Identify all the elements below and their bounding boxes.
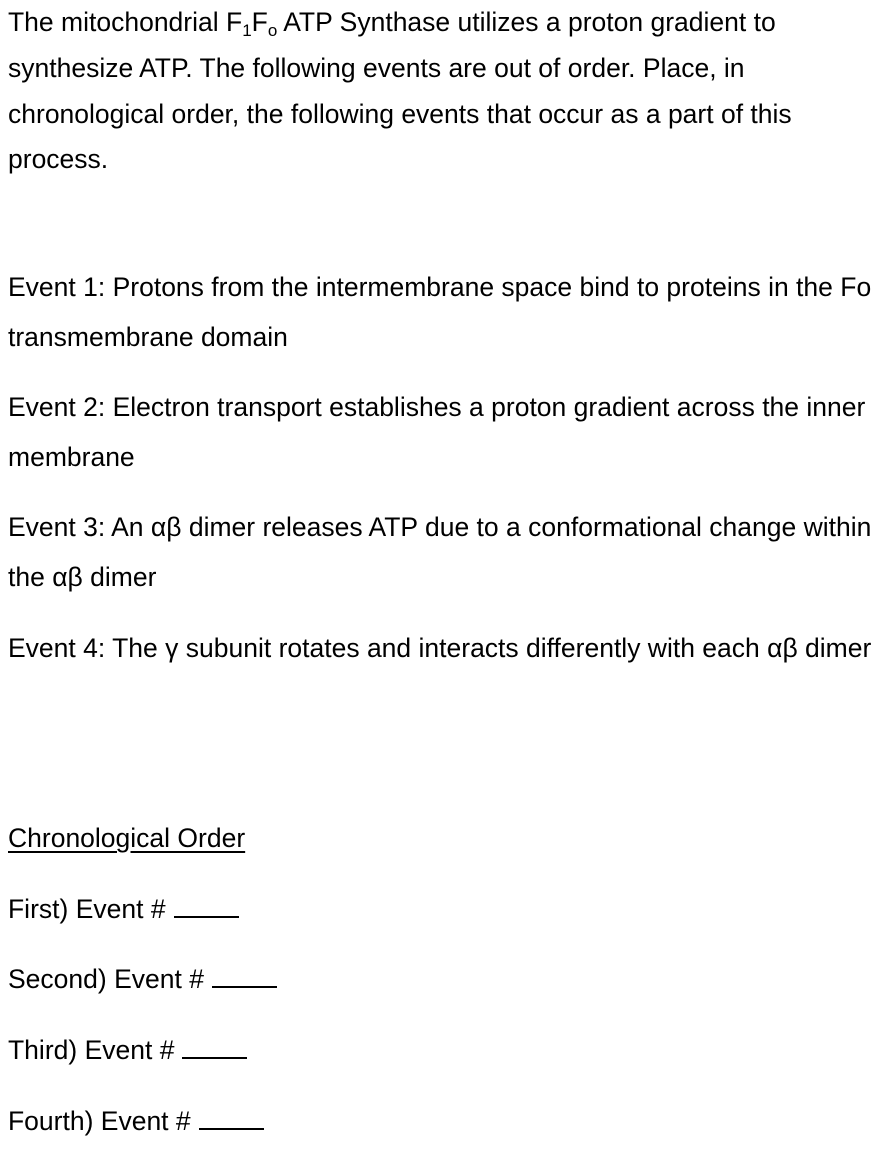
intro-text-part2: F bbox=[251, 7, 268, 37]
order-fourth-line bbox=[8, 1099, 264, 1144]
order-second-blank[interactable] bbox=[212, 964, 277, 988]
intro-text-part1: The mitochondrial F bbox=[8, 7, 243, 37]
order-third-line bbox=[8, 1028, 247, 1073]
event-3-text: Event 3: An αβ dimer releases ATP due to a conformational change within the αβ dimer bbox=[8, 512, 872, 592]
intro-subscript-1: 1 bbox=[242, 21, 252, 40]
order-fourth-label: Fourth) Event # bbox=[8, 1106, 191, 1136]
order-second-line bbox=[8, 957, 277, 1002]
intro-text-part3: ATP Synthase utilizes a proton gradient to synthesize ATP. The following events are out of order. Place, in chronological order, the following events that occur as a part of this process. bbox=[8, 7, 792, 175]
order-second-label: Second) Event # bbox=[8, 964, 204, 994]
order-first-blank[interactable] bbox=[174, 894, 239, 918]
order-fourth-blank[interactable] bbox=[199, 1106, 264, 1130]
order-third-blank[interactable] bbox=[182, 1035, 247, 1059]
event-2-text: Event 2: Electron transport establishes a proton gradient across the inner membrane bbox=[8, 392, 866, 472]
order-third-label: Third) Event # bbox=[8, 1035, 175, 1065]
intro-paragraph bbox=[8, 0, 884, 183]
intro-subscript-o: o bbox=[267, 21, 278, 40]
event-1-text: Event 1: Protons from the intermembrane space bind to proteins in the Fo transmembrane domain bbox=[8, 272, 872, 352]
chronological-order-heading: Chronological Order bbox=[8, 823, 246, 853]
event-4-text: Event 4: The γ subunit rotates and interacts differently with each αβ dimer bbox=[8, 633, 872, 663]
order-first-line bbox=[8, 887, 239, 932]
order-first-label: First) Event # bbox=[8, 894, 166, 924]
